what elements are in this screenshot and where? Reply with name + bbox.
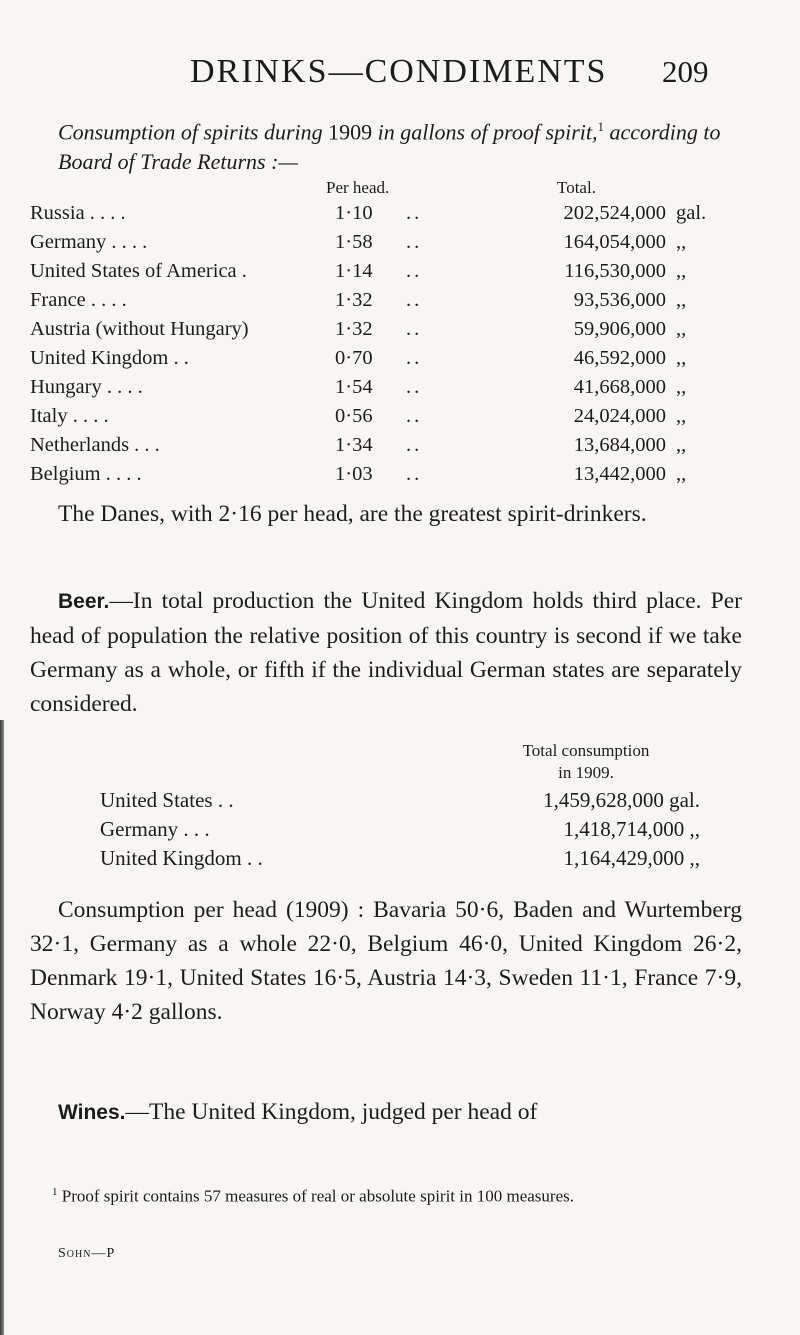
caption-year: 1909 [328, 119, 373, 145]
caption-part3: according to Board of Trade Returns :— [58, 119, 721, 175]
row-unit: ,, [676, 463, 687, 485]
row-leader-dots: .. [406, 318, 423, 340]
row-unit: ,, [676, 405, 687, 427]
row-per-head: 1·14 [335, 260, 373, 282]
table-row [0, 402, 800, 430]
row-total: 13,684,000 [573, 434, 666, 456]
table-row [0, 373, 800, 401]
row-per-head: 0·56 [335, 405, 373, 427]
row-country: United Kingdom . . [100, 846, 263, 870]
row-unit: gal. [676, 202, 707, 224]
row-leader-dots: .. [406, 463, 423, 485]
table-row [0, 814, 800, 844]
row-country: United States of America . [30, 260, 247, 282]
row-country: Hungary . . . . [30, 376, 143, 398]
row-country: Italy . . . . [30, 405, 109, 427]
row-total: 46,592,000 [573, 347, 666, 369]
row-leader-dots: .. [406, 347, 423, 369]
row-leader-dots: .. [406, 434, 423, 456]
row-leader-dots: .. [406, 289, 423, 311]
printer-signature: Sohn—P [58, 1246, 116, 1261]
row-country: Belgium . . . . [30, 463, 142, 485]
row-unit: ,, [676, 231, 687, 253]
table-row [0, 286, 800, 314]
table-row [0, 431, 800, 459]
row-unit: ,, [676, 318, 687, 340]
footnote-mark: 1 [52, 1186, 58, 1198]
column-header-per-head: Per head. [326, 178, 390, 197]
beer-paragraph [30, 584, 742, 721]
footnote [30, 1181, 742, 1208]
row-unit: ,, [676, 347, 687, 369]
row-total: 164,054,000 [563, 231, 666, 253]
row-country: France . . . . [30, 289, 127, 311]
row-country: Austria (without Hungary) [30, 318, 249, 340]
row-value: 1,164,429,000 ,, [563, 846, 700, 870]
wines-heading: Wines. [58, 1101, 126, 1124]
table-row [0, 199, 800, 227]
danes-paragraph [30, 497, 742, 531]
row-leader-dots: .. [406, 405, 423, 427]
row-value: 1,418,714,000 ,, [563, 817, 700, 841]
beer-text: —In total production the United Kingdom holds third place. Per head of population the relative position of this country is second if we take Germany as a whole, or fifth if the individual German states are separately considered. [30, 588, 742, 717]
row-unit: ,, [676, 289, 687, 311]
beer-table-heading-line2: in 1909. [558, 763, 614, 782]
caption-part2: in gallons of proof spirit, [372, 119, 598, 145]
wines-text: —The United Kingdom, judged per head of [125, 1099, 538, 1125]
beer-heading: Beer. [58, 590, 110, 613]
row-per-head: 1·54 [335, 376, 373, 398]
caption-footnote-mark: 1 [597, 119, 604, 134]
per-head-text: Consumption per head (1909) : Bavaria 50·6, Baden and Wurtemberg 32·1, Germany as a whole 22·0, Belgium 46·0, United Kingdom 26·2, Denmark 19·1, United States 16·5, Austria 14·3, Sweden 11·1, France 7·9, Norway 4·2 gallons. [30, 897, 742, 1025]
row-country: Russia . . . . [30, 202, 126, 224]
row-unit: ,, [676, 376, 687, 398]
running-header [0, 52, 800, 92]
row-leader-dots: .. [406, 202, 423, 224]
row-per-head: 1·58 [335, 231, 373, 253]
row-leader-dots: .. [406, 231, 423, 253]
table-row [0, 460, 800, 488]
beer-table-heading [456, 740, 716, 784]
table-row [0, 257, 800, 285]
row-total: 202,524,000 [563, 202, 666, 224]
row-total: 41,668,000 [573, 376, 666, 398]
row-leader-dots: .. [406, 376, 423, 398]
row-country: Germany . . . . [30, 231, 148, 253]
spirits-caption [58, 112, 748, 177]
row-country: Netherlands . . . [30, 434, 160, 456]
binding-edge [0, 720, 4, 1335]
table-row [0, 843, 800, 873]
caption-part1: Consumption of spirits during [58, 119, 329, 145]
row-per-head: 1·10 [335, 202, 373, 224]
row-per-head: 1·32 [335, 318, 373, 340]
row-unit: ,, [676, 434, 687, 456]
row-per-head: 0·70 [335, 347, 373, 369]
table-row [0, 315, 800, 343]
row-value: 1,459,628,000 gal. [543, 788, 700, 812]
row-country: United States . . [100, 788, 234, 812]
table-row [0, 344, 800, 372]
row-leader-dots: .. [406, 260, 423, 282]
row-total: 93,536,000 [573, 289, 666, 311]
footnote-text: Proof spirit contains 57 measures of real or absolute spirit in 100 measures. [61, 1186, 574, 1206]
wines-paragraph [30, 1095, 742, 1130]
danes-text: The Danes, with 2·16 per head, are the greatest spirit-drinkers. [58, 501, 647, 527]
header-title: DRINKS—CONDIMENTS [190, 53, 608, 90]
row-unit: ,, [676, 260, 687, 282]
row-per-head: 1·32 [335, 289, 373, 311]
per-head-paragraph [30, 893, 742, 1029]
column-header-total: Total. [557, 178, 596, 197]
row-country: United Kingdom . . [30, 347, 189, 369]
row-per-head: 1·03 [335, 463, 373, 485]
table-row [0, 228, 800, 256]
beer-table-heading-line1: Total consumption [522, 741, 650, 760]
row-total: 59,906,000 [573, 318, 666, 340]
row-total: 24,024,000 [573, 405, 666, 427]
row-country: Germany . . . [100, 817, 210, 841]
row-per-head: 1·34 [335, 434, 373, 456]
page-number: 209 [662, 54, 709, 89]
row-total: 13,442,000 [573, 463, 666, 485]
row-total: 116,530,000 [564, 260, 666, 282]
table-row [0, 785, 800, 815]
